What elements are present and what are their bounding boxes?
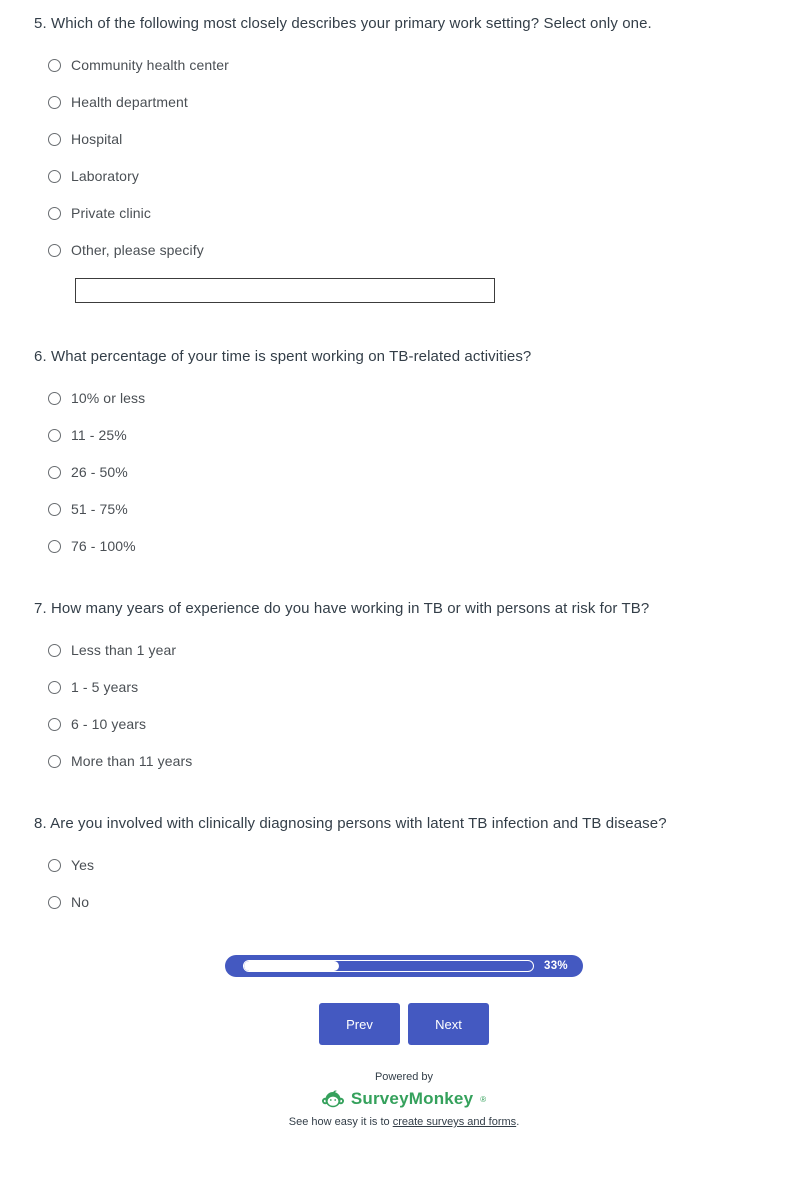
radio-button-icon[interactable] (48, 170, 61, 183)
option-label: Yes (71, 857, 95, 873)
option-label: Other, please specify (71, 242, 204, 258)
option-label: 6 - 10 years (71, 716, 147, 732)
option-label: Less than 1 year (71, 642, 177, 658)
radio-option[interactable] (48, 715, 768, 733)
radio-button-icon[interactable] (48, 859, 61, 872)
options (48, 389, 768, 555)
radio-option[interactable] (48, 856, 768, 874)
radio-button-icon[interactable] (48, 96, 61, 109)
radio-option[interactable] (48, 537, 768, 555)
monkey-icon (322, 1090, 344, 1108)
radio-option[interactable] (48, 500, 768, 518)
radio-option[interactable] (48, 463, 768, 481)
question-title: 8. Are you involved with clinically diagnosing persons with latent TB infection and TB disease? (34, 815, 667, 832)
radio-button-icon[interactable] (48, 503, 61, 516)
radio-button-icon[interactable] (48, 540, 61, 553)
options (48, 856, 768, 911)
radio-button-icon[interactable] (48, 644, 61, 657)
questions (0, 14, 808, 911)
prev-button[interactable]: Prev (319, 1003, 400, 1045)
option-label: 1 - 5 years (71, 679, 139, 695)
progress-row (0, 955, 808, 977)
radio-option[interactable] (48, 678, 768, 696)
question-block (34, 14, 768, 303)
radio-button-icon[interactable] (48, 429, 61, 442)
radio-button-icon[interactable] (48, 718, 61, 731)
option-label: 26 - 50% (71, 464, 128, 480)
radio-option[interactable] (48, 389, 768, 407)
tagline-suffix: . (516, 1116, 520, 1128)
question-block (34, 347, 768, 555)
radio-button-icon[interactable] (48, 207, 61, 220)
radio-option[interactable] (48, 93, 768, 111)
surveymonkey-wordmark: SurveyMonkey (350, 1089, 474, 1108)
radio-option[interactable] (48, 752, 768, 770)
footer-tagline (0, 1116, 808, 1128)
radio-button-icon[interactable] (48, 755, 61, 768)
create-surveys-link[interactable]: create surveys and forms (392, 1116, 517, 1128)
radio-button-icon[interactable] (48, 392, 61, 405)
radio-option[interactable] (48, 56, 768, 74)
option-label: No (71, 894, 90, 910)
next-button[interactable]: Next (408, 1003, 489, 1045)
radio-option[interactable] (48, 204, 768, 222)
progress-track (243, 960, 534, 972)
radio-option[interactable] (48, 893, 768, 911)
option-label: 10% or less (71, 390, 146, 406)
progress-percent-label: 33% (544, 960, 568, 972)
option-label: Community health center (71, 57, 229, 73)
options (48, 641, 768, 770)
progress-fill (244, 961, 339, 971)
question-title: 7. How many years of experience do you have working in TB or with persons at risk for TB? (34, 600, 650, 617)
question-title: 5. Which of the following most closely describes your primary work setting? Select only one. (34, 15, 652, 32)
radio-option[interactable] (48, 130, 768, 148)
radio-button-icon[interactable] (48, 59, 61, 72)
question-title: 6. What percentage of your time is spent working on TB-related activities? (34, 348, 532, 365)
option-label: Health department (71, 94, 188, 110)
question-block (34, 599, 768, 770)
radio-option[interactable] (48, 241, 768, 259)
radio-option[interactable] (48, 426, 768, 444)
tagline-prefix: See how easy it is to (288, 1116, 393, 1128)
radio-button-icon[interactable] (48, 133, 61, 146)
other-specify-input[interactable] (75, 278, 495, 303)
radio-button-icon[interactable] (48, 466, 61, 479)
radio-button-icon[interactable] (48, 681, 61, 694)
radio-option[interactable] (48, 641, 768, 659)
progress-bar (225, 955, 583, 977)
option-label: 51 - 75% (71, 501, 128, 517)
option-label: 11 - 25% (71, 427, 127, 443)
option-label: Hospital (71, 131, 123, 147)
radio-button-icon[interactable] (48, 244, 61, 257)
nav-buttons (0, 1003, 808, 1045)
surveymonkey-logo-link[interactable] (0, 1089, 808, 1109)
option-label: Private clinic (71, 205, 151, 221)
option-label: More than 11 years (71, 753, 193, 769)
options (48, 56, 768, 303)
radio-button-icon[interactable] (48, 896, 61, 909)
footer (0, 1071, 808, 1168)
radio-option[interactable] (48, 167, 768, 185)
option-label: Laboratory (71, 168, 139, 184)
question-block (34, 814, 768, 911)
registered-mark: ® (480, 1094, 487, 1104)
powered-by-label: Powered by (374, 1071, 434, 1083)
option-label: 76 - 100% (71, 538, 136, 554)
